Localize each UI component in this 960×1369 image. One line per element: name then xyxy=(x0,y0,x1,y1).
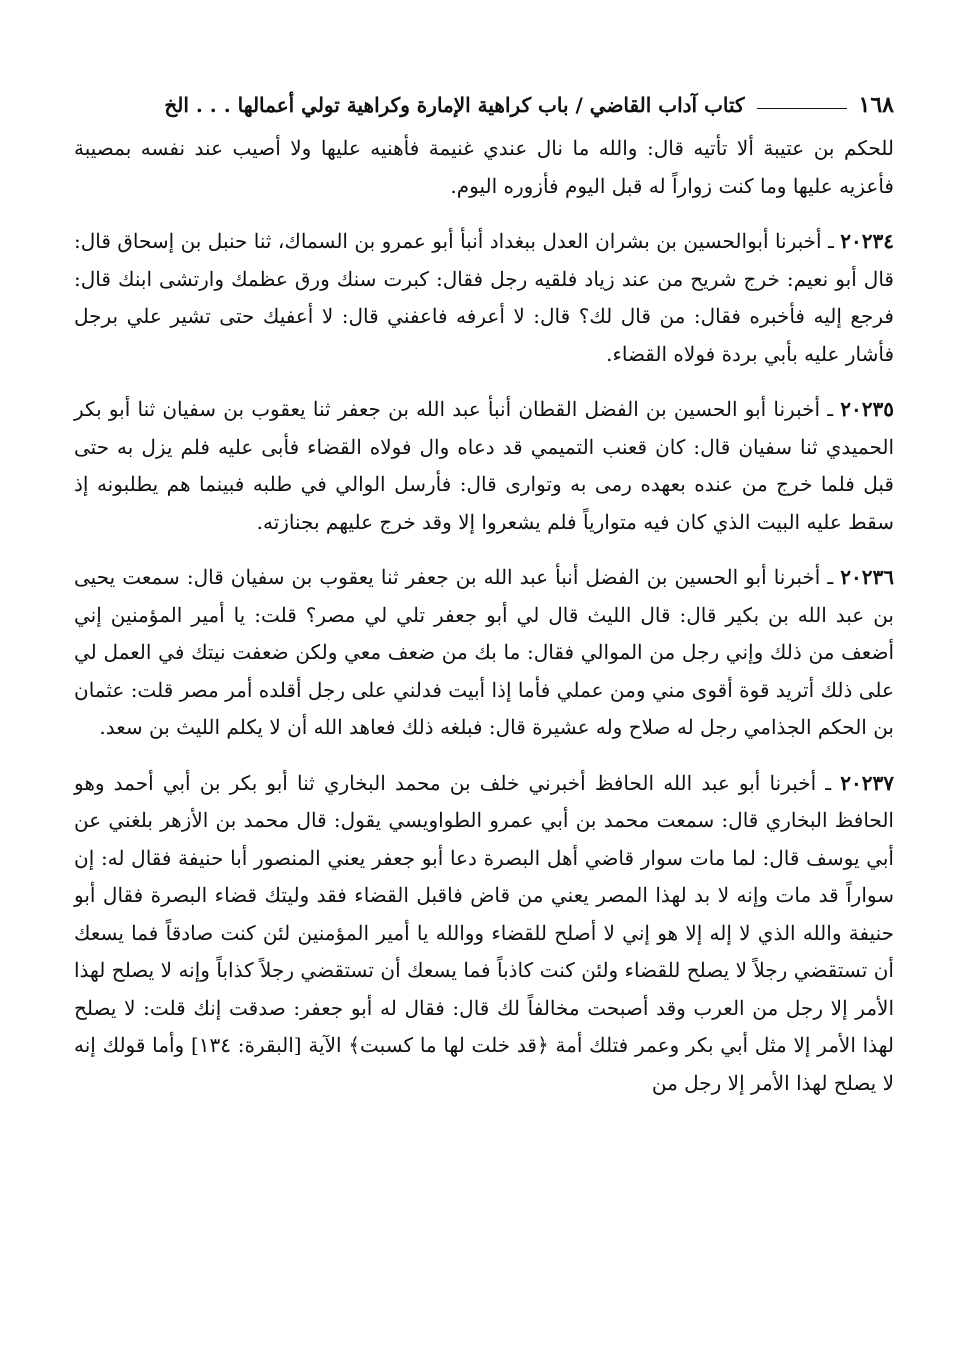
paragraph-continuation xyxy=(74,130,894,205)
running-header xyxy=(74,82,894,128)
running-title: كتاب آداب القاضي / باب كراهية الإمارة وكراهية تولي أعمالها . . . الخ xyxy=(164,93,745,117)
page-number: ١٦٨ xyxy=(858,92,894,118)
hadith-number: ٢٠٢٣٦ xyxy=(840,565,894,589)
paragraph-text: للحكم بن عتيبة ألا تأتيه قال: والله ما نال عندي غنيمة فأهنيه عليها ولا أصيب عند نفسه بمصيبة فأعزيه عليها وما كنت زواراً له قبل اليوم فأزوره اليوم. xyxy=(74,136,894,198)
hadith-paragraph xyxy=(74,559,894,747)
book-page xyxy=(74,82,894,1102)
paragraph-text: ـ أخبرنا أبو الحسين بن الفضل أنبأ عبد الله بن جعفر ثنا يعقوب بن سفيان قال: سمعت يحيى بن عبد الله بن بكير قال: قال الليث قال لي أبو جعفر تلي لي مصر؟ قلت: يا أمير المؤمنين إني أضعف من ذلك وإني رجل من الموالي فقال: ما بك من ضعف معي ولكن ضعفت نيتك في العمل لي على ذلك أتريد قوة أقوى مني ومن عملي فأما إذا أبيت فدلني على رجل أقلده أمر مصر قلت: عثمان بن الحكم الجذامي رجل له صلاح وله عشيرة قال: فبلغه ذلك فعاهد الله أن لا يكلم الليث بن سعد. xyxy=(74,565,894,739)
hadith-number: ٢٠٢٣٤ xyxy=(840,229,894,253)
page-body xyxy=(74,130,894,1102)
paragraph-text: ـ أخبرنا أبوالحسين بن بشران العدل ببغداد أنبأ أبو عمرو بن السماك، ثنا حنبل بن إسحاق قال: قال أبو نعيم: خرج شريح من عند زياد فلقيه رجل فقال: كبرت سنك ورق عظمك وارتشى ابنك قال: فرجع إليه فأخبره فقال: من قال لك؟ قال: لا أعرفه فاعفني قال: لا أعفيك حتى تشير علي برجل فأشار عليه بأبي بردة فولاه القضاء. xyxy=(74,229,894,366)
hadith-number: ٢٠٢٣٧ xyxy=(840,770,894,795)
hadith-paragraph xyxy=(74,391,894,541)
header-rule xyxy=(757,108,847,109)
hadith-paragraph xyxy=(74,223,894,373)
hadith-number: ٢٠٢٣٥ xyxy=(840,397,894,421)
hadith-paragraph xyxy=(74,765,894,1103)
paragraph-text: ـ أخبرنا أبو عبد الله الحافظ أخبرني خلف بن محمد البخاري ثنا أبو بكر بن أبي أحمد وهو الحافظ البخاري قال: سمعت محمد بن أبي عمرو الطواويسي يقول: قال محمد بن الأزهر بلغني عن أبي يوسف قال: لما مات سوار قاضي أهل البصرة دعا أبو جعفر يعني المنصور أبا حنيفة فقال له: إن سواراً قد مات وإنه لا بد لهذا المصر يعني من قاض فاقبل القضاء فقد وليتك قضاء البصرة فقال أبو حنيفة والله الذي لا إله إلا هو إني لا أصلح للقضاء ووالله يا أمير المؤمنين لئن كنت صادقاً فما يسعك أن تستقضي رجلاً لا يصلح للقضاء ولئن كنت كاذباً فما يسعك أن تستقضي رجلاً كذاباً وإنه لا يصلح لهذا الأمر إلا رجل من العرب وقد أصبحت مخالفاً لك قال: فقال له أبو جعفر: صدقت إنك قلت: لا يصلح لهذا الأمر إلا مثل أبي بكر وعمر فتلك أمة ﴿قد خلت لها ما كسبت﴾ الآية [البقرة: ١٣٤] وأما قولك إنه لا يصلح لهذا الأمر إلا رجل من xyxy=(74,770,894,1095)
paragraph-text: ـ أخبرنا أبو الحسين بن الفضل القطان أنبأ عبد الله بن جعفر ثنا يعقوب بن سفيان ثنا أبو بكر الحميدي ثنا سفيان قال: كان قعنب التميمي قد دعاه وال فولاه القضاء فأبى عليه فلم يزل به حتى قبل فلما خرج من عنده بعهده رمى به وتوارى قال: فأرسل الوالي في طلبه فبينما هم يطلبونه إذ سقط عليه البيت الذي كان فيه متوارياً فلم يشعروا إلا وقد خرج عليهم بجنازته. xyxy=(74,397,894,534)
